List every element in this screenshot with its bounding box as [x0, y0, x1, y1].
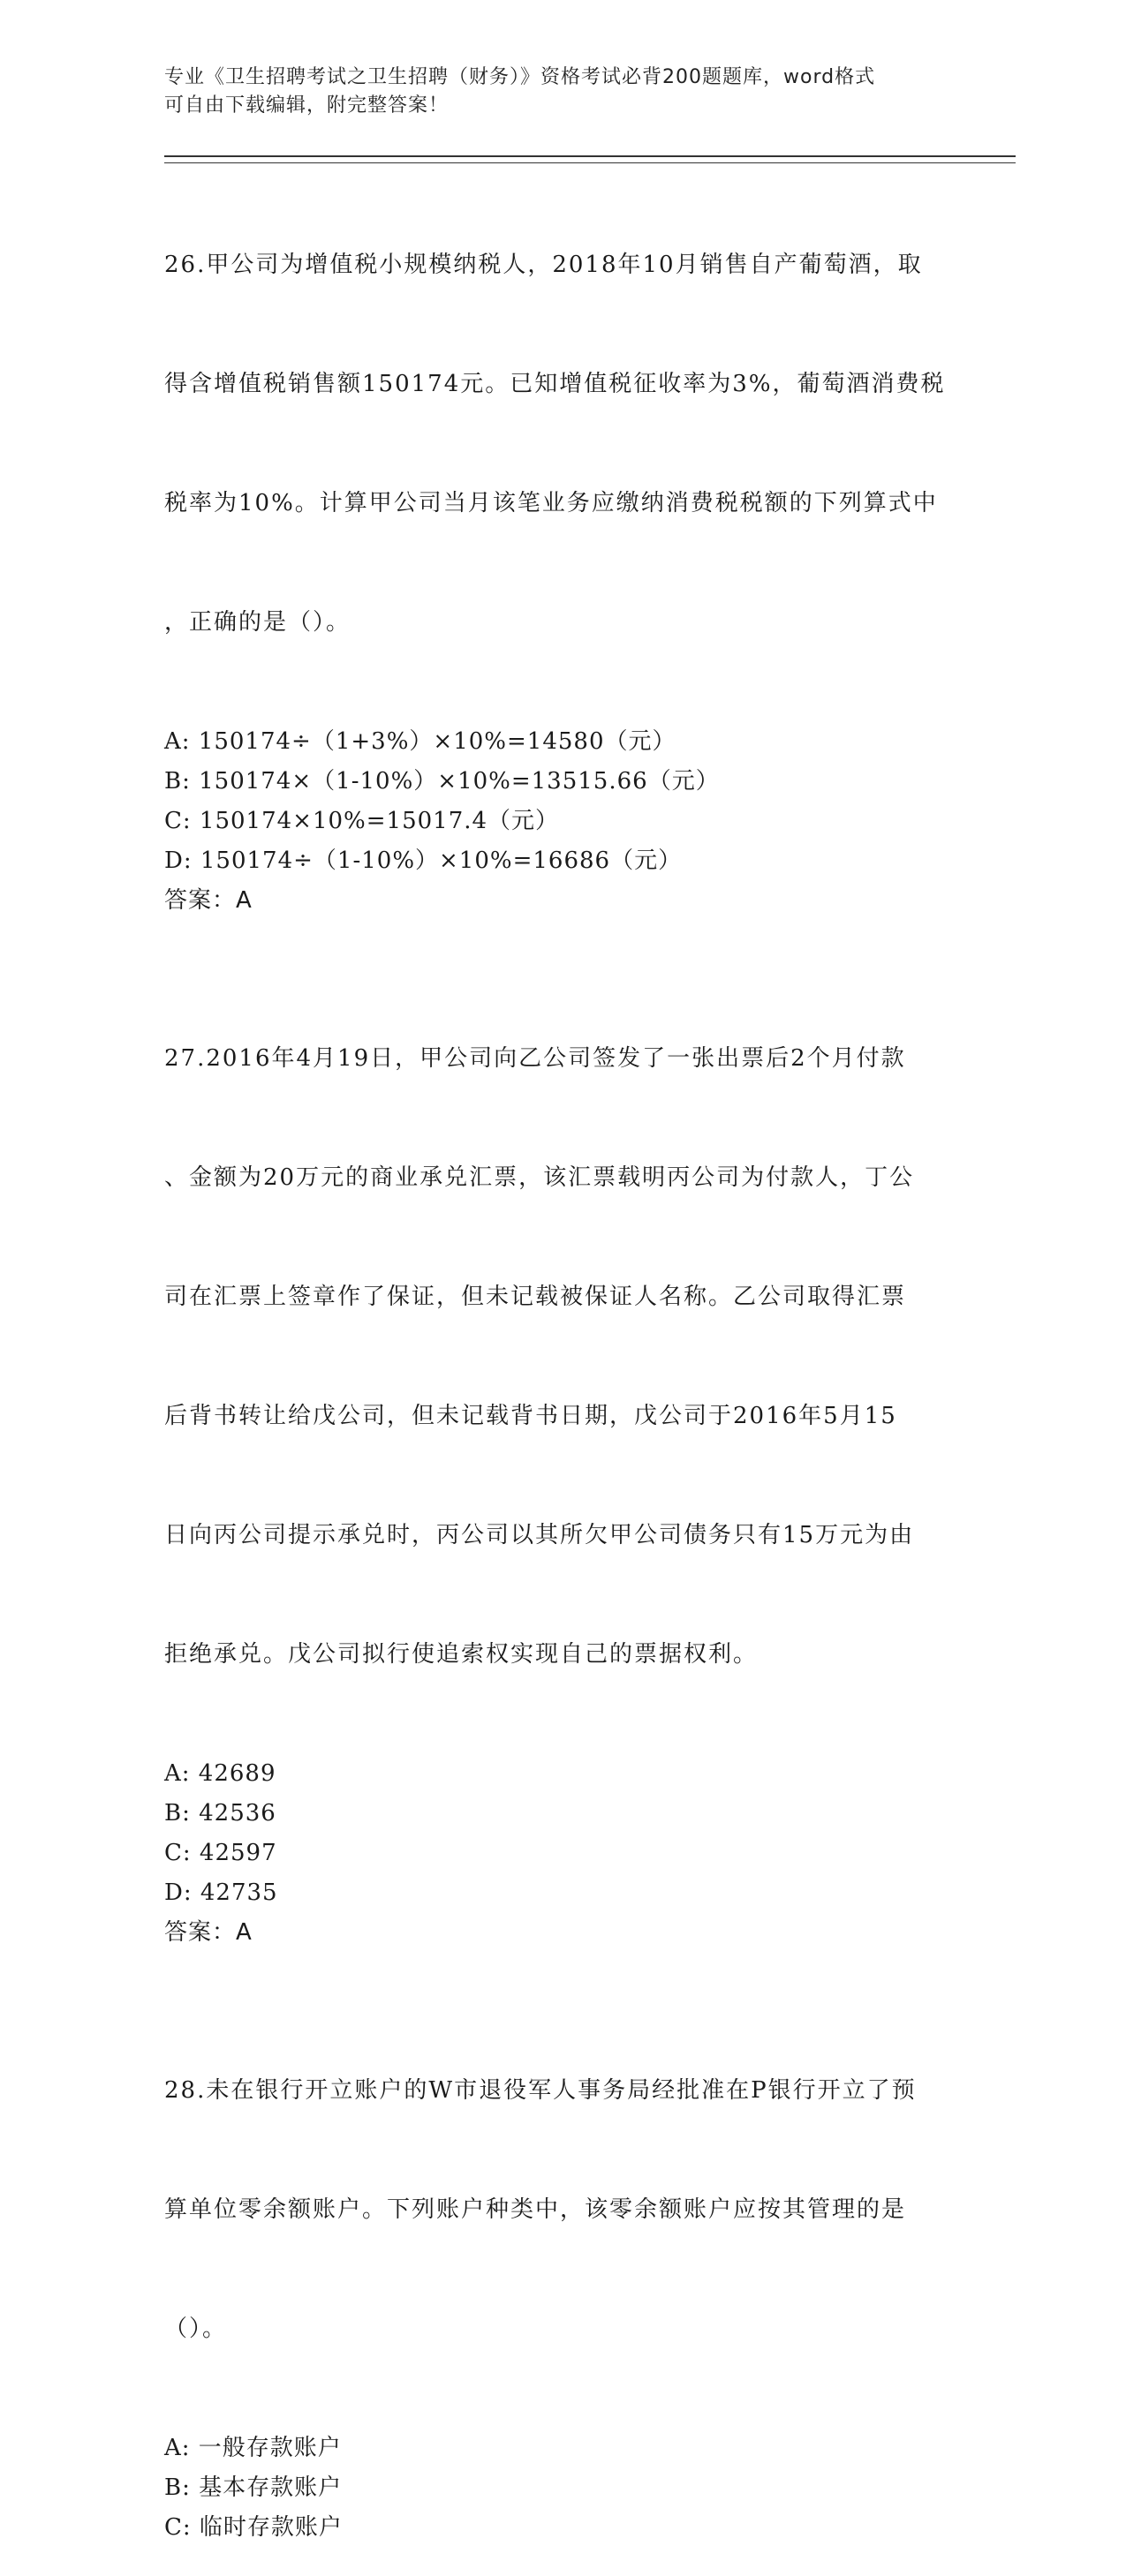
option-c: C: 150174×10%=15017.4（元）	[164, 808, 560, 834]
option-a: A: 42689	[164, 1760, 276, 1787]
option-a: A: 一般存款账户	[164, 2435, 342, 2461]
header-line-2: 可自由下载编辑，附完整答案！	[164, 94, 450, 117]
stem-line: 26.甲公司为增值税小规模纳税人，2018年10月销售自产葡萄酒，取	[164, 252, 923, 278]
stem-line: 日向丙公司提示承兑时，丙公司以其所欠甲公司债务只有15万元为由	[164, 1522, 915, 1548]
stem-line: 、金额为20万元的商业承兑汇票，该汇票载明丙公司为付款人，丁公	[164, 1164, 915, 1191]
question-stem	[164, 960, 959, 1754]
option-a: A: 150174÷（1+3%）×10%=14580（元）	[164, 728, 676, 755]
stem-line: 算单位零余额账户。下列账户种类中，该零余额账户应按其管理的是	[164, 2196, 907, 2223]
stem-line: ，正确的是（）。	[164, 609, 351, 636]
question-stem	[164, 166, 959, 722]
option-b: B: 42536	[164, 1800, 276, 1827]
header-divider	[164, 155, 1016, 163]
stem-line: 拒绝承兑。戊公司拟行使追索权实现自己的票据权利。	[164, 1641, 759, 1668]
stem-line: 司在汇票上签章作了保证，但未记载被保证人名称。乙公司取得汇票	[164, 1284, 907, 1310]
option-d: D: 42735	[164, 1879, 278, 1906]
question-26	[164, 166, 959, 921]
header-line-1: 专业《卫生招聘考试之卫生招聘（财务）》资格考试必背200题题库，word格式	[164, 66, 876, 88]
question-list	[164, 166, 959, 2576]
option-c: C: 临时存款账户	[164, 2514, 343, 2541]
answer-line: 答案：A	[164, 887, 253, 914]
answer-line: 答案：A	[164, 1919, 253, 1946]
option-c: C: 42597	[164, 1840, 277, 1866]
option-b: B: 150174×（1-10%）×10%=13515.66（元）	[164, 768, 720, 795]
option-d: D: 150174÷（1-10%）×10%=16686（元）	[164, 847, 683, 874]
stem-line: 28.未在银行开立账户的W市退役军人事务局经批准在P银行开立了预	[164, 2077, 917, 2104]
question-stem	[164, 1992, 959, 2429]
option-b: B: 基本存款账户	[164, 2474, 343, 2501]
stem-line: （）。	[164, 2316, 228, 2342]
stem-line: 后背书转让给戊公司，但未记载背书日期，戊公司于2016年5月15	[164, 1403, 897, 1429]
stem-line: 27.2016年4月19日，甲公司向乙公司签发了一张出票后2个月付款	[164, 1045, 906, 1072]
document-header	[164, 64, 941, 120]
stem-line: 税率为10%。计算甲公司当月该笔业务应缴纳消费税税额的下列算式中	[164, 490, 938, 516]
stem-line: 得含增值税销售额150174元。已知增值税征收率为3%，葡萄酒消费税	[164, 371, 946, 397]
question-28	[164, 1992, 959, 2548]
